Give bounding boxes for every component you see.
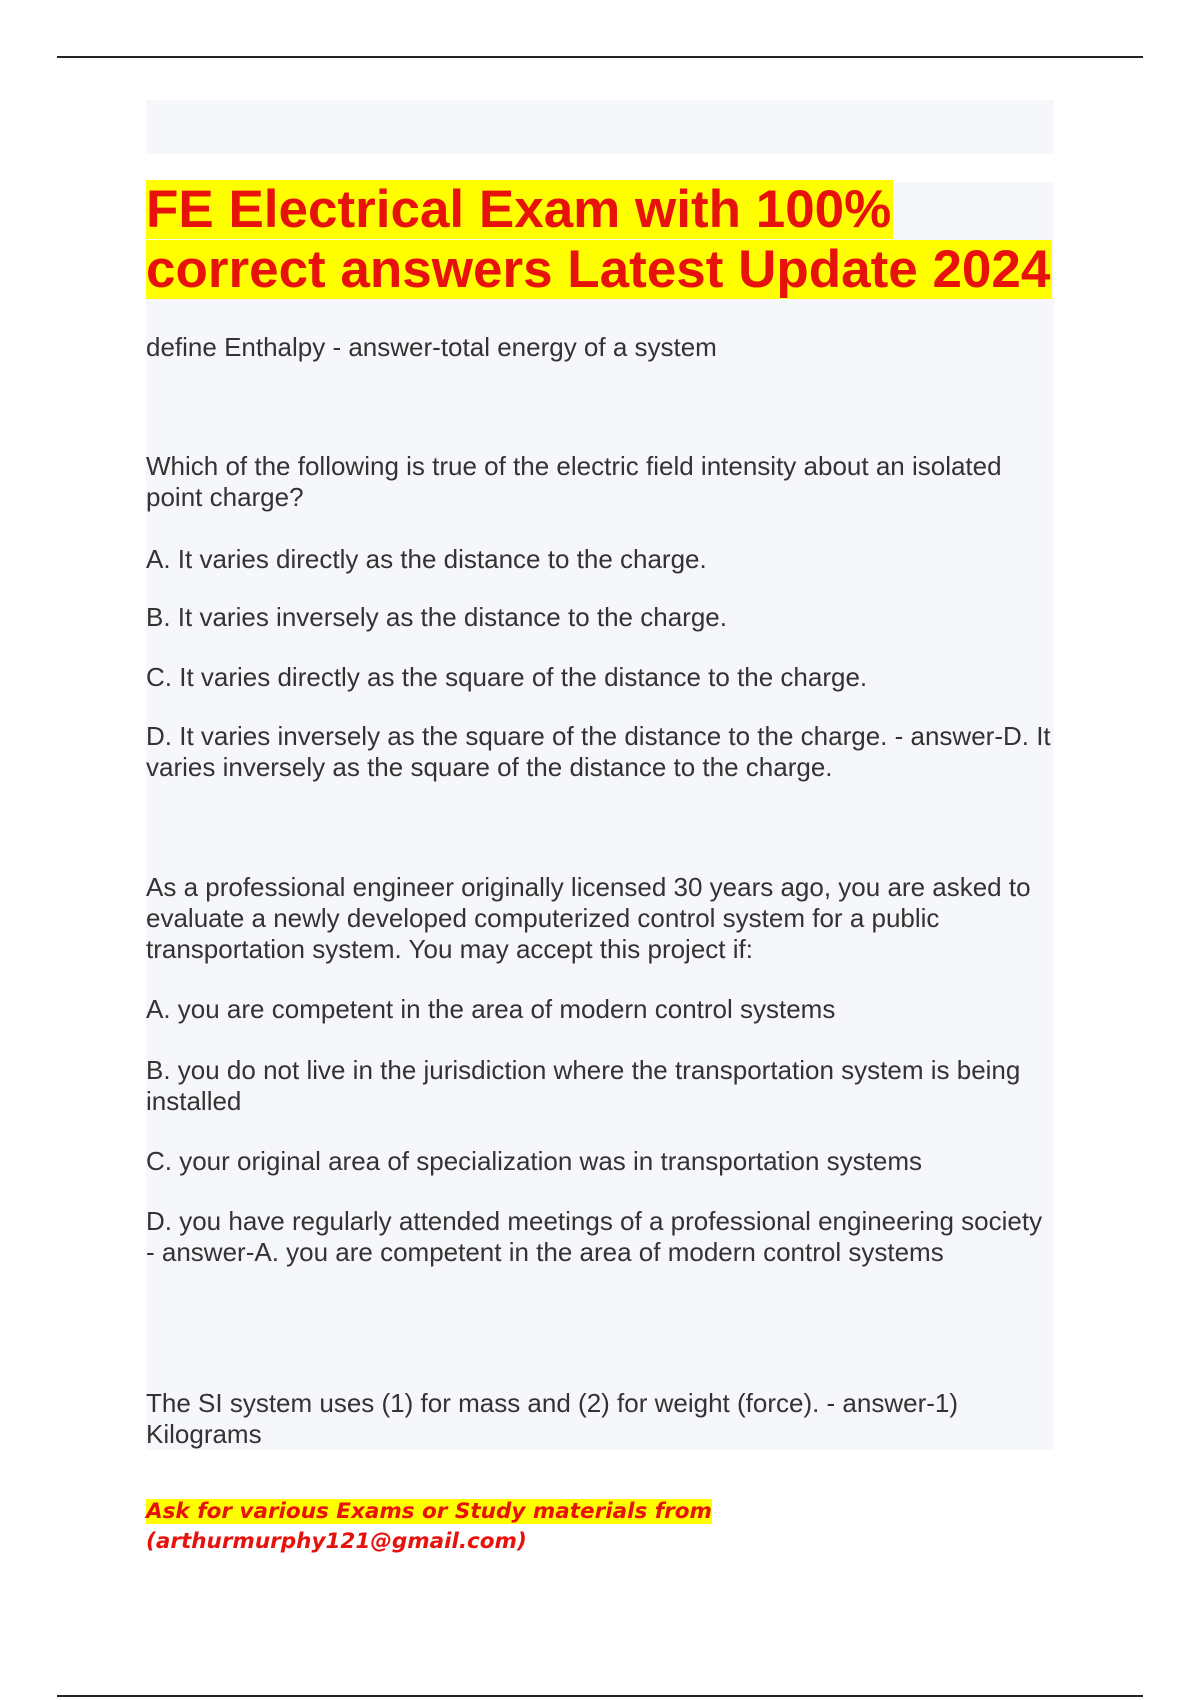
footer-line-1: Ask for various Exams or Study materials from	[146, 1499, 712, 1524]
option-d-engineer-answer: D. you have regularly attended meetings of a professional engineering society - answer-A. you are competent in the area of modern control systems	[146, 1206, 1043, 1267]
paragraph-enthalpy: define Enthalpy - answer-total energy of a system	[146, 332, 717, 362]
footer-note	[146, 1497, 712, 1557]
question-professional-engineer: As a professional engineer originally licensed 30 years ago, you are asked to evaluate a newly developed computerized control system for a public transportation system. You may accept this project if:	[146, 872, 1031, 964]
question-electric-field: Which of the following is true of the electric field intensity about an isolated point charge?	[146, 451, 1002, 512]
option-c-electric-field: C. It varies directly as the square of the distance to the charge.	[146, 662, 868, 692]
header-band	[146, 100, 1054, 154]
top-rule	[57, 56, 1143, 58]
title-line-1: FE Electrical Exam with 100%	[146, 180, 892, 239]
option-b-engineer: B. you do not live in the jurisdiction where the transportation system is being installed	[146, 1055, 1021, 1116]
option-b-electric-field: B. It varies inversely as the distance to the charge.	[146, 602, 727, 632]
question-si-system: The SI system uses (1) for mass and (2) for weight (force). - answer-1) Kilograms	[146, 1388, 959, 1449]
option-a-electric-field: A. It varies directly as the distance to the charge.	[146, 544, 707, 574]
option-d-electric-field-answer: D. It varies inversely as the square of the distance to the charge. - answer-D. It varies inversely as the square of the distance to the charge.	[146, 721, 1051, 782]
option-a-engineer: A. you are competent in the area of modern control systems	[146, 994, 836, 1024]
document-title	[146, 180, 1066, 300]
option-c-engineer: C. your original area of specialization was in transportation systems	[146, 1146, 923, 1176]
bottom-rule	[57, 1695, 1143, 1697]
title-line-2: correct answers Latest Update 2024	[146, 240, 1051, 299]
footer-email: (arthurmurphy121@gmail.com)	[146, 1529, 527, 1554]
